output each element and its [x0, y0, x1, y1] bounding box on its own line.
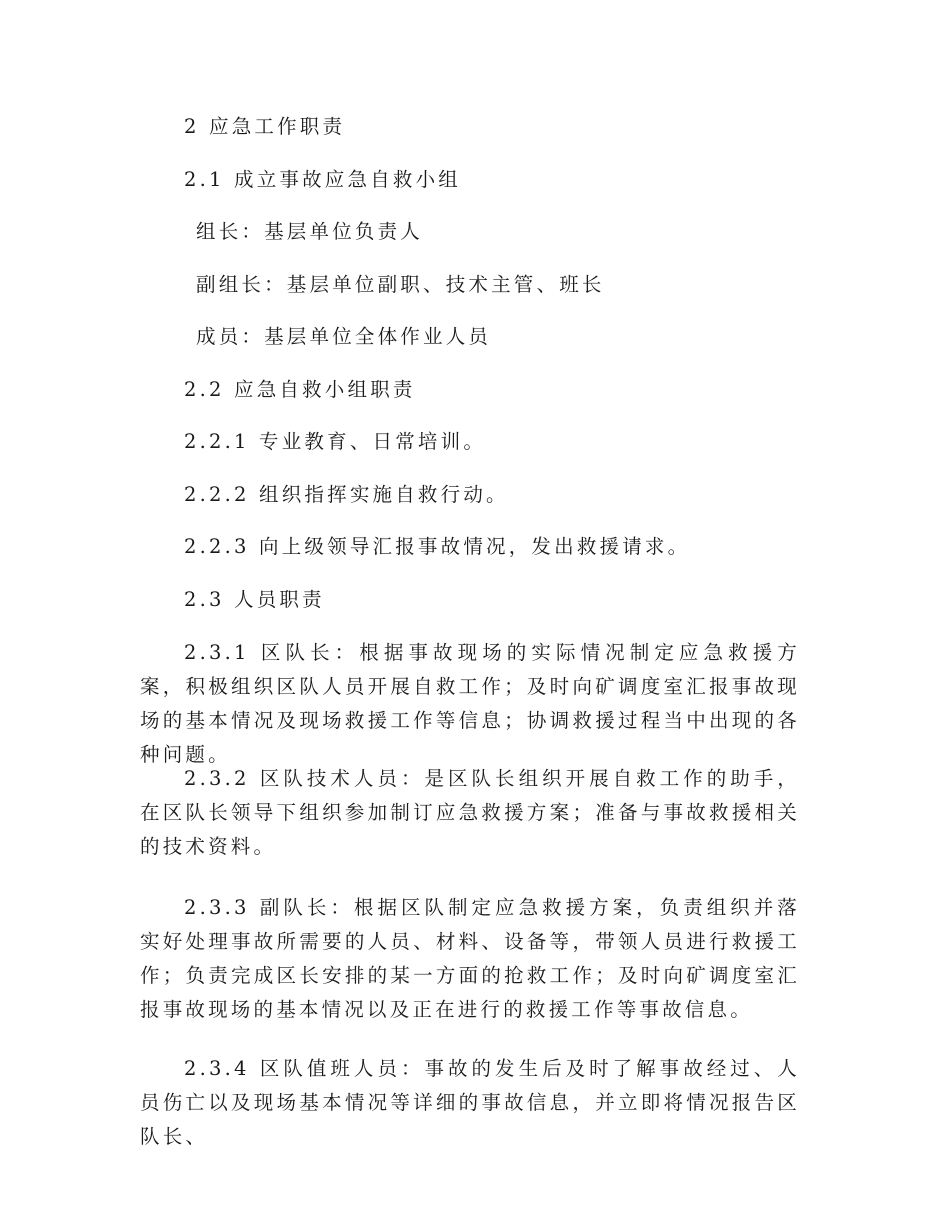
leader-line: 组长：基层单位负责人	[196, 220, 424, 243]
paragraph-2-3-3: 2.3.3 副队长：根据区队制定应急救援方案，负责组织并落实好处理事故所需要的人员、材料、设备等，带领人员进行救援工作；负责完成区长安排的某一方面的抢救工作；及时向矿调度室汇报事故现场的基本情况以及正在进行的救援工作等事故信息。	[140, 896, 800, 1021]
heading-2: 2 应急工作职责	[184, 115, 346, 138]
members-line: 成员：基层单位全体作业人员	[196, 325, 492, 348]
item-2-2-1: 2.2.1 专业教育、日常培训。	[184, 430, 487, 453]
paragraph-2-3-2: 2.3.2 区队技术人员：是区队长组织开展自救工作的助手，在区队长领导下组织参加制订应急救援方案；准备与事故救援相关的技术资料。	[140, 767, 800, 858]
vice-leader-line: 副组长：基层单位副职、技术主管、班长	[196, 273, 605, 296]
heading-2-2: 2.2 应急自救小组职责	[184, 378, 416, 401]
heading-2-1: 2.1 成立事故应急自救小组	[184, 168, 462, 191]
item-2-2-2: 2.2.2 组织指挥实施自救行动。	[184, 483, 509, 506]
item-2-2-3: 2.2.3 向上级领导汇报事故情况，发出救援请求。	[184, 535, 691, 558]
heading-2-3: 2.3 人员职责	[184, 588, 325, 611]
paragraph-2-3-4: 2.3.4 区队值班人员：事故的发生后及时了解事故经过、人员伤亡以及现场基本情况等详细的事故信息，并立即将情况报告区队长、	[140, 1057, 800, 1148]
paragraph-2-3-1: 2.3.1 区队长：根据事故现场的实际情况制定应急救援方案，积极组织区队人员开展自救工作；及时向矿调度室汇报事故现场的基本情况及现场救援工作等信息；协调救援过程当中出现的各种问题。	[140, 641, 800, 766]
